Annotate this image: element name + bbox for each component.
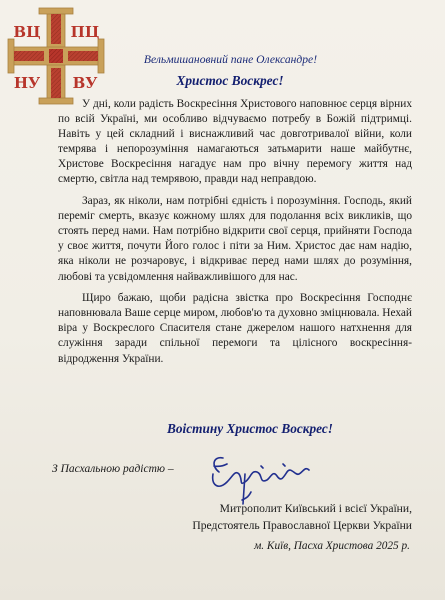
orthodox-cross-emblem-icon — [4, 4, 108, 108]
regards-line: З Пасхальною радістю – — [52, 463, 174, 475]
paragraph-3: Щиро бажаю, щоби радісна звістка про Воскресіння Господнє наповнювала Ваше серце миром, любов'ю та духовно зміцнювала. Нехай віра у Воскреслого Спасителя стане джерелом нашого натхнення для служіння заради спільної перемоги та цілісного воскресіння-відродження України. — [58, 292, 412, 365]
greeting-heading: Христос Воскрес! — [176, 73, 284, 88]
signer-position: Предстоятель Православної Церкви України — [192, 519, 412, 532]
paragraph-1: У дні, коли радість Воскресіння Христового наповнює серця вірних по всій Україні, ми особливо відчуваємо потребу в Божій підтримці. Навіть у цей складний і виснажливий час довготривалої війни, коли темрява і непорозуміння намагаються затьмарити наше майбутнє, Христове Воскресіння нагадує нам про вічну перемогу життя над смертю, світла над темрявою, правди над неправдою. — [58, 98, 412, 186]
place-and-date: м. Київ, Пасха Христова 2025 р. — [254, 540, 410, 552]
emblem-letters-top-right: ПЦ — [70, 23, 100, 41]
letter-body — [58, 97, 412, 373]
paragraph-2: Зараз, як ніколи, нам потрібні єдність і порозуміння. Господь, який переміг смерть, вказує кожному шлях для подолання всіх викликів, що стоять перед нами. Нам потрібно відкрити свої серця, прийняти Господа у своє життя, почути Його голос і піти за Ним. Христос дає нам надію, яка ніколи не розчаровує, і відкриває перед нами шлях до розуміння, любові та усвідомлення найважливішого для нас. — [58, 195, 412, 283]
closing-heading: Воістину Христос Воскрес! — [167, 421, 333, 436]
emblem-letters-bottom-right: ВУ — [72, 74, 98, 92]
salutation: Вельмишановний пане Олександре! — [143, 53, 318, 66]
signer-block — [112, 500, 412, 534]
emblem-letters-top-left: ВЦ — [13, 23, 41, 41]
signer-title: Митрополит Київський і всієї України, — [219, 502, 412, 515]
emblem-letters-bottom-left: НУ — [13, 74, 41, 92]
